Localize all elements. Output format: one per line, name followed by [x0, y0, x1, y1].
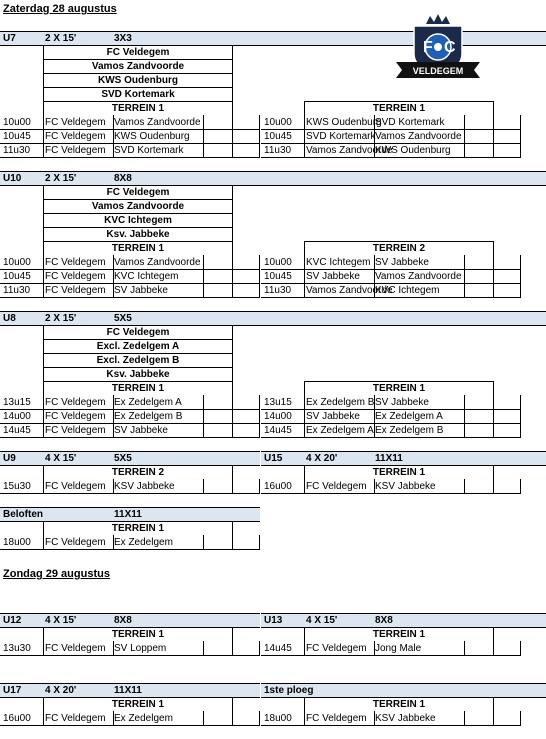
cell-border — [43, 409, 44, 423]
score-cells — [464, 255, 521, 269]
away-team: Jong Male — [375, 643, 422, 654]
participating-team: FC Veldegem — [43, 325, 233, 340]
game-format: 8X8 — [375, 615, 393, 626]
home-team: FC Veldegem — [306, 481, 367, 492]
home-team: Ex Zedelgem B — [306, 397, 375, 408]
category-label: U13 — [264, 615, 283, 626]
cell-border — [43, 395, 44, 409]
score-cells — [464, 395, 521, 409]
participating-team: SVD Kortemark — [43, 87, 233, 102]
match-duration: 4 X 15' — [45, 453, 77, 464]
cell-border — [304, 283, 305, 297]
away-team: Vamos Zandvoorde — [375, 271, 462, 282]
category-label: U8 — [3, 313, 16, 324]
home-team: FC Veldegem — [45, 481, 106, 492]
match-time: 10u45 — [264, 271, 292, 282]
home-team: FC Veldegem — [45, 537, 106, 548]
match-time: 18u00 — [264, 713, 292, 724]
home-team: FC Veldegem — [45, 713, 106, 724]
terrain-label: TERREIN 1 — [43, 697, 233, 711]
cell-border — [43, 535, 44, 549]
cell-border — [374, 115, 375, 129]
score-cells — [464, 269, 521, 283]
cell-border — [304, 395, 305, 409]
away-team: KSV Jabbeke — [114, 481, 175, 492]
score-cells — [464, 129, 521, 143]
terrain-label: TERREIN 1 — [304, 101, 494, 115]
logo-banner-text: VELDEGEM — [412, 66, 464, 76]
home-team: FC Veldegem — [45, 271, 106, 282]
participating-team: KWS Oudenburg — [43, 73, 233, 88]
match-time: 11u30 — [264, 145, 292, 156]
category-label: U10 — [3, 173, 22, 184]
cell-border — [43, 423, 44, 437]
away-team: SVD Kortemark — [375, 117, 445, 128]
match-time: 10u45 — [3, 131, 31, 142]
home-team: FC Veldegem — [45, 425, 106, 436]
cell-border — [113, 143, 114, 157]
score-cells — [464, 711, 521, 725]
terrain-label: TERREIN 1 — [43, 627, 233, 641]
away-team: SV Jabbeke — [114, 425, 168, 436]
terrain-label: TERREIN 2 — [304, 241, 494, 255]
score-cells — [464, 143, 521, 157]
home-team: Ex Zedelgem A — [306, 425, 374, 436]
cell-border — [113, 395, 114, 409]
game-format: 8X8 — [114, 615, 132, 626]
match-duration: 4 X 15' — [306, 615, 338, 626]
away-team: KVC Ichtegem — [375, 285, 440, 296]
cell-border — [374, 641, 375, 655]
category-header — [0, 311, 546, 326]
away-team: Ex Zedelgem — [114, 537, 173, 548]
score-cells — [203, 115, 260, 129]
match-time: 14u00 — [264, 411, 292, 422]
away-team: SV Jabbeke — [375, 397, 429, 408]
home-team: FC Veldegem — [45, 131, 106, 142]
cell-border — [113, 269, 114, 283]
match-time: 11u30 — [3, 145, 31, 156]
cell-border — [374, 479, 375, 493]
match-time: 13u15 — [264, 397, 292, 408]
terrain-label: TERREIN 1 — [304, 381, 494, 395]
match-time: 10u00 — [3, 117, 31, 128]
home-team: FC Veldegem — [306, 713, 367, 724]
participating-team: Excl. Zedelgem B — [43, 353, 233, 368]
home-team: FC Veldegem — [45, 145, 106, 156]
cell-border — [113, 641, 114, 655]
cell-border — [43, 255, 44, 269]
away-team: KWS Oudenburg — [375, 145, 451, 156]
game-format: 5X5 — [114, 313, 132, 324]
score-cells — [203, 395, 260, 409]
match-time: 15u30 — [3, 481, 31, 492]
home-team: FC Veldegem — [45, 117, 106, 128]
away-team: Vamos Zandvoorde — [375, 131, 462, 142]
score-cells — [464, 641, 521, 655]
cell-border — [374, 143, 375, 157]
match-duration: 2 X 15' — [45, 173, 77, 184]
cell-border — [113, 535, 114, 549]
cell-border — [304, 129, 305, 143]
score-cells — [203, 641, 260, 655]
game-format: 11X11 — [114, 509, 142, 520]
game-format: 8X8 — [114, 173, 132, 184]
score-cells — [203, 269, 260, 283]
score-cells — [464, 115, 521, 129]
category-header — [261, 613, 546, 628]
away-team: Ex Zedelgem A — [375, 411, 443, 422]
away-team: KWS Oudenburg — [114, 131, 190, 142]
home-team: SV Jabbeke — [306, 411, 360, 422]
terrain-label: TERREIN 1 — [43, 381, 233, 395]
score-cells — [464, 283, 521, 297]
match-duration: 2 X 15' — [45, 313, 77, 324]
match-duration: 2 X 15' — [45, 33, 77, 44]
terrain-label: TERREIN 2 — [43, 465, 233, 479]
match-duration: 4 X 20' — [45, 685, 77, 696]
terrain-label: TERREIN 1 — [43, 521, 233, 535]
score-cells — [203, 129, 260, 143]
cell-border — [374, 423, 375, 437]
match-time: 10u45 — [3, 271, 31, 282]
cell-border — [113, 479, 114, 493]
match-time: 18u00 — [3, 537, 31, 548]
match-time: 14u45 — [3, 425, 31, 436]
cell-border — [304, 143, 305, 157]
cell-border — [113, 283, 114, 297]
match-duration: 4 X 15' — [45, 615, 77, 626]
away-team: KSV Jabbeke — [375, 713, 436, 724]
score-cells — [203, 143, 260, 157]
match-time: 10u00 — [264, 117, 292, 128]
away-team: SVD Kortemark — [114, 145, 184, 156]
cell-border — [43, 641, 44, 655]
score-cells — [203, 283, 260, 297]
cell-border — [304, 479, 305, 493]
away-team: Ex Zedelgem A — [114, 397, 182, 408]
match-time: 14u45 — [264, 425, 292, 436]
match-time: 11u30 — [264, 285, 292, 296]
cell-border — [113, 409, 114, 423]
score-cells — [203, 711, 260, 725]
cell-border — [43, 115, 44, 129]
category-label: U17 — [3, 685, 22, 696]
cell-border — [374, 283, 375, 297]
away-team: SV Jabbeke — [114, 285, 168, 296]
cell-border — [43, 269, 44, 283]
score-cells — [203, 409, 260, 423]
home-team: KVC Ichtegem — [306, 257, 371, 268]
cell-border — [304, 269, 305, 283]
match-time: 14u00 — [3, 411, 31, 422]
cell-border — [113, 255, 114, 269]
match-time: 13u30 — [3, 643, 31, 654]
match-time: 16u00 — [3, 713, 31, 724]
cell-border — [304, 423, 305, 437]
away-team: Ex Zedelgem B — [375, 425, 444, 436]
home-team: Vamos Zandvoorde — [306, 285, 393, 296]
game-format: 11X11 — [114, 685, 142, 696]
terrain-label: TERREIN 1 — [43, 241, 233, 255]
category-label: U9 — [3, 453, 16, 464]
home-team: FC Veldegem — [45, 411, 106, 422]
away-team: Vamos Zandvoorde — [114, 117, 201, 128]
game-format: 3X3 — [114, 33, 132, 44]
score-cells — [464, 409, 521, 423]
match-time: 10u00 — [3, 257, 31, 268]
cell-border — [113, 423, 114, 437]
participating-team: FC Veldegem — [43, 45, 233, 60]
cell-border — [374, 269, 375, 283]
cell-border — [113, 129, 114, 143]
terrain-label: TERREIN 1 — [304, 627, 494, 641]
cell-border — [304, 641, 305, 655]
match-time: 11u30 — [3, 285, 31, 296]
cell-border — [374, 409, 375, 423]
away-team: KSV Jabbeke — [375, 481, 436, 492]
match-time: 14u45 — [264, 643, 292, 654]
cell-border — [113, 711, 114, 725]
score-cells — [464, 479, 521, 493]
club-logo — [394, 10, 482, 84]
home-team: FC Veldegem — [45, 257, 106, 268]
away-team: SV Loppem — [114, 643, 167, 654]
cell-border — [374, 395, 375, 409]
category-label: U12 — [3, 615, 22, 626]
day-title-sunday: Zondag 29 augustus — [3, 568, 110, 580]
game-format: 5X5 — [114, 453, 132, 464]
home-team: SVD Kortemark — [306, 131, 376, 142]
home-team: FC Veldegem — [45, 285, 106, 296]
terrain-label: TERREIN 1 — [304, 697, 494, 711]
away-team: Ex Zedelgem B — [114, 411, 183, 422]
participating-team: Excl. Zedelgem A — [43, 339, 233, 354]
participating-team: Ksv. Jabbeke — [43, 227, 233, 242]
away-team: Vamos Zandvoorde — [114, 257, 201, 268]
match-time: 13u15 — [3, 397, 31, 408]
crown-icon — [426, 14, 450, 24]
score-cells — [203, 535, 260, 549]
match-time: 16u00 — [264, 481, 292, 492]
home-team: FC Veldegem — [45, 397, 106, 408]
home-team: Vamos Zandvoorde — [306, 145, 393, 156]
away-team: KVC Ichtegem — [114, 271, 179, 282]
cell-border — [43, 283, 44, 297]
score-cells — [464, 423, 521, 437]
cell-border — [304, 255, 305, 269]
cell-border — [304, 115, 305, 129]
cell-border — [374, 129, 375, 143]
match-duration: 4 X 20' — [306, 453, 338, 464]
cell-border — [43, 129, 44, 143]
cell-border — [374, 711, 375, 725]
category-label: U7 — [3, 33, 16, 44]
cell-border — [304, 711, 305, 725]
home-team: FC Veldegem — [45, 643, 106, 654]
match-time: 10u00 — [264, 257, 292, 268]
category-label: Beloften — [3, 509, 43, 520]
score-cells — [203, 255, 260, 269]
category-header — [0, 171, 546, 186]
home-team: SV Jabbeke — [306, 271, 360, 282]
category-header — [261, 451, 546, 466]
game-format: 11X11 — [375, 453, 403, 464]
cell-border — [43, 143, 44, 157]
participating-team: Vamos Zandvoorde — [43, 199, 233, 214]
away-team: SV Jabbeke — [375, 257, 429, 268]
home-team: KWS Oudenburg — [306, 117, 382, 128]
participating-team: FC Veldegem — [43, 185, 233, 200]
logo-letter-c: C — [444, 39, 456, 56]
score-cells — [203, 423, 260, 437]
match-time: 10u45 — [264, 131, 292, 142]
score-cells — [203, 479, 260, 493]
terrain-label: TERREIN 1 — [43, 101, 233, 115]
cell-border — [304, 409, 305, 423]
home-team: FC Veldegem — [306, 643, 367, 654]
away-team: Ex Zedelgem — [114, 713, 173, 724]
category-label: 1ste ploeg — [264, 685, 314, 696]
participating-team: Vamos Zandvoorde — [43, 59, 233, 74]
cell-border — [43, 479, 44, 493]
logo-letter-f: F — [423, 39, 433, 56]
terrain-label: TERREIN 1 — [304, 465, 494, 479]
cell-border — [113, 115, 114, 129]
category-label: U15 — [264, 453, 283, 464]
day-title-saturday: Zaterdag 28 augustus — [3, 3, 117, 15]
participating-team: KVC Ichtegem — [43, 213, 233, 228]
participating-team: Ksv. Jabbeke — [43, 367, 233, 382]
cell-border — [43, 711, 44, 725]
cell-border — [374, 255, 375, 269]
